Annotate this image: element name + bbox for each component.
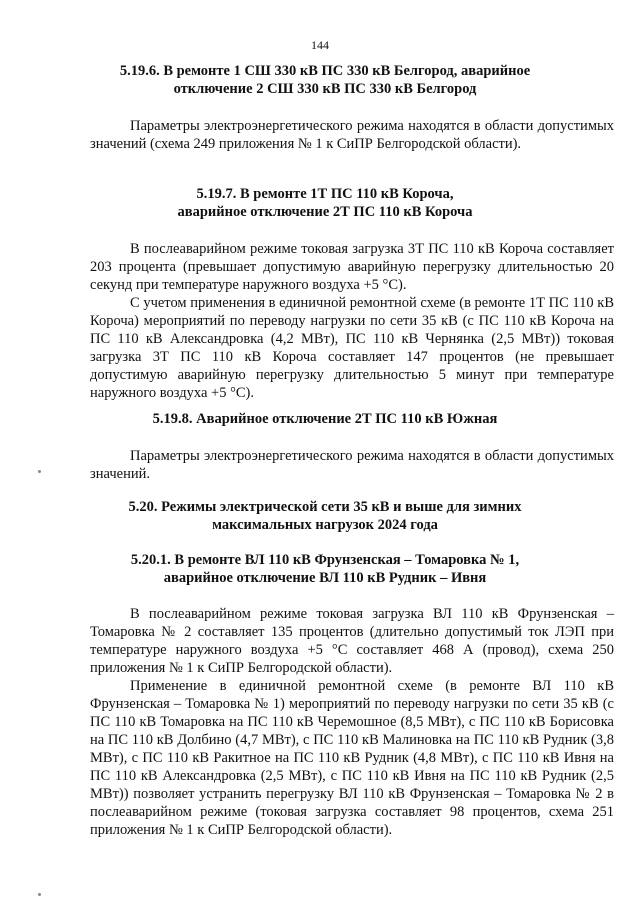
- heading-line: 5.20.1. В ремонте ВЛ 110 кВ Фрунзенская – Томаровка № 1,: [130, 552, 520, 568]
- scan-speck: [38, 470, 41, 473]
- scan-speck: [38, 893, 41, 896]
- paragraph: В послеаварийном режиме токовая загрузка 3Т ПС 110 кВ Короча составляет 203 процента (превышает допустимую аварийную перегрузку длительностью 20 секунд при температуре наружного воздуха +5 °С).: [90, 241, 614, 293]
- heading-line: 5.19.8. Аварийное отключение 2Т ПС 110 кВ Южная: [152, 411, 498, 427]
- paragraph: Параметры электроэнергетического режима находятся в области допустимых значений.: [90, 448, 614, 482]
- section-heading-5-20-1: [90, 551, 560, 587]
- heading-line: отключение 2 СШ 330 кВ ПС 330 кВ Белгород: [173, 81, 477, 97]
- heading-line: 5.19.6. В ремонте 1 СШ 330 кВ ПС 330 кВ Белгород, аварийное: [119, 63, 531, 79]
- heading-line: максимальных нагрузок 2024 года: [212, 517, 438, 533]
- section-heading-5-19-8: [90, 410, 560, 428]
- paragraph: С учетом применения в единичной ремонтной схеме (в ремонте 1Т ПС 110 кВ Короча) мероприятий по переводу нагрузки по сети 35 кВ (с ПС 110 кВ Короча на ПС 110 кВ Александровка (4,2 МВт), ПС 110 кВ Чернянка (2,5 МВт)) токовая загрузка 3Т ПС 110 кВ Короча составляет 147 процентов (не превышает допустимую аварийную перегрузку длительностью 5 минут при температуре наружного воздуха +5 °С).: [90, 295, 614, 401]
- heading-line: 5.19.7. В ремонте 1Т ПС 110 кВ Короча,: [196, 186, 454, 202]
- paragraph: Применение в единичной ремонтной схеме (в ремонте ВЛ 110 кВ Фрунзенская – Томаровка № 1) мероприятий по переводу нагрузки по сети 35 кВ (с ПС 110 кВ Томаровка на ПС 110 кВ Черемошное (8,5 МВт), с ПС 110 кВ Борисовка на ПС 110 кВ Долбино (4,7 МВт), с ПС 110 кВ Малиновка на ПС 110 кВ Рудник (3,8 МВт), с ПС 110 кВ Ракитное на ПС 110 кВ Рудник (4,8 МВт), с ПС 110 кВ Ивня на ПС 110 кВ Александровка (2,5 МВт), с ПС 110 кВ Ивня на ПС 110 кВ Рудник (2,5 МВт)) позволяет устранить перегрузку ВЛ 110 кВ Фрунзенская – Томаровка № 2 в послеаварийном режиме (токовая загрузка составляет 98 процентов, схема 251 приложения № 1 к СиПР Белгородской области).: [90, 678, 614, 838]
- section-heading-5-19-7: [90, 185, 560, 221]
- section-heading-5-20: [90, 498, 560, 534]
- heading-line: 5.20. Режимы электрической сети 35 кВ и выше для зимних: [128, 499, 522, 515]
- page-number: 144: [311, 38, 329, 52]
- paragraph: Параметры электроэнергетического режима находятся в области допустимых значений (схема 249 приложения № 1 к СиПР Белгородской области).: [90, 118, 614, 152]
- heading-line: аварийное отключение ВЛ 110 кВ Рудник – Ивня: [163, 570, 487, 586]
- paragraph: В послеаварийном режиме токовая загрузка ВЛ 110 кВ Фрунзенская – Томаровка № 2 составляет 135 процентов (длительно допустимый ток ЛЭП при температуре наружного воздуха +5 °С составляет 468 А (провод), схема 250 приложения № 1 к СиПР Белгородской области).: [90, 606, 614, 676]
- heading-line: аварийное отключение 2Т ПС 110 кВ Короча: [177, 204, 473, 220]
- section-heading-5-19-6: [90, 62, 560, 98]
